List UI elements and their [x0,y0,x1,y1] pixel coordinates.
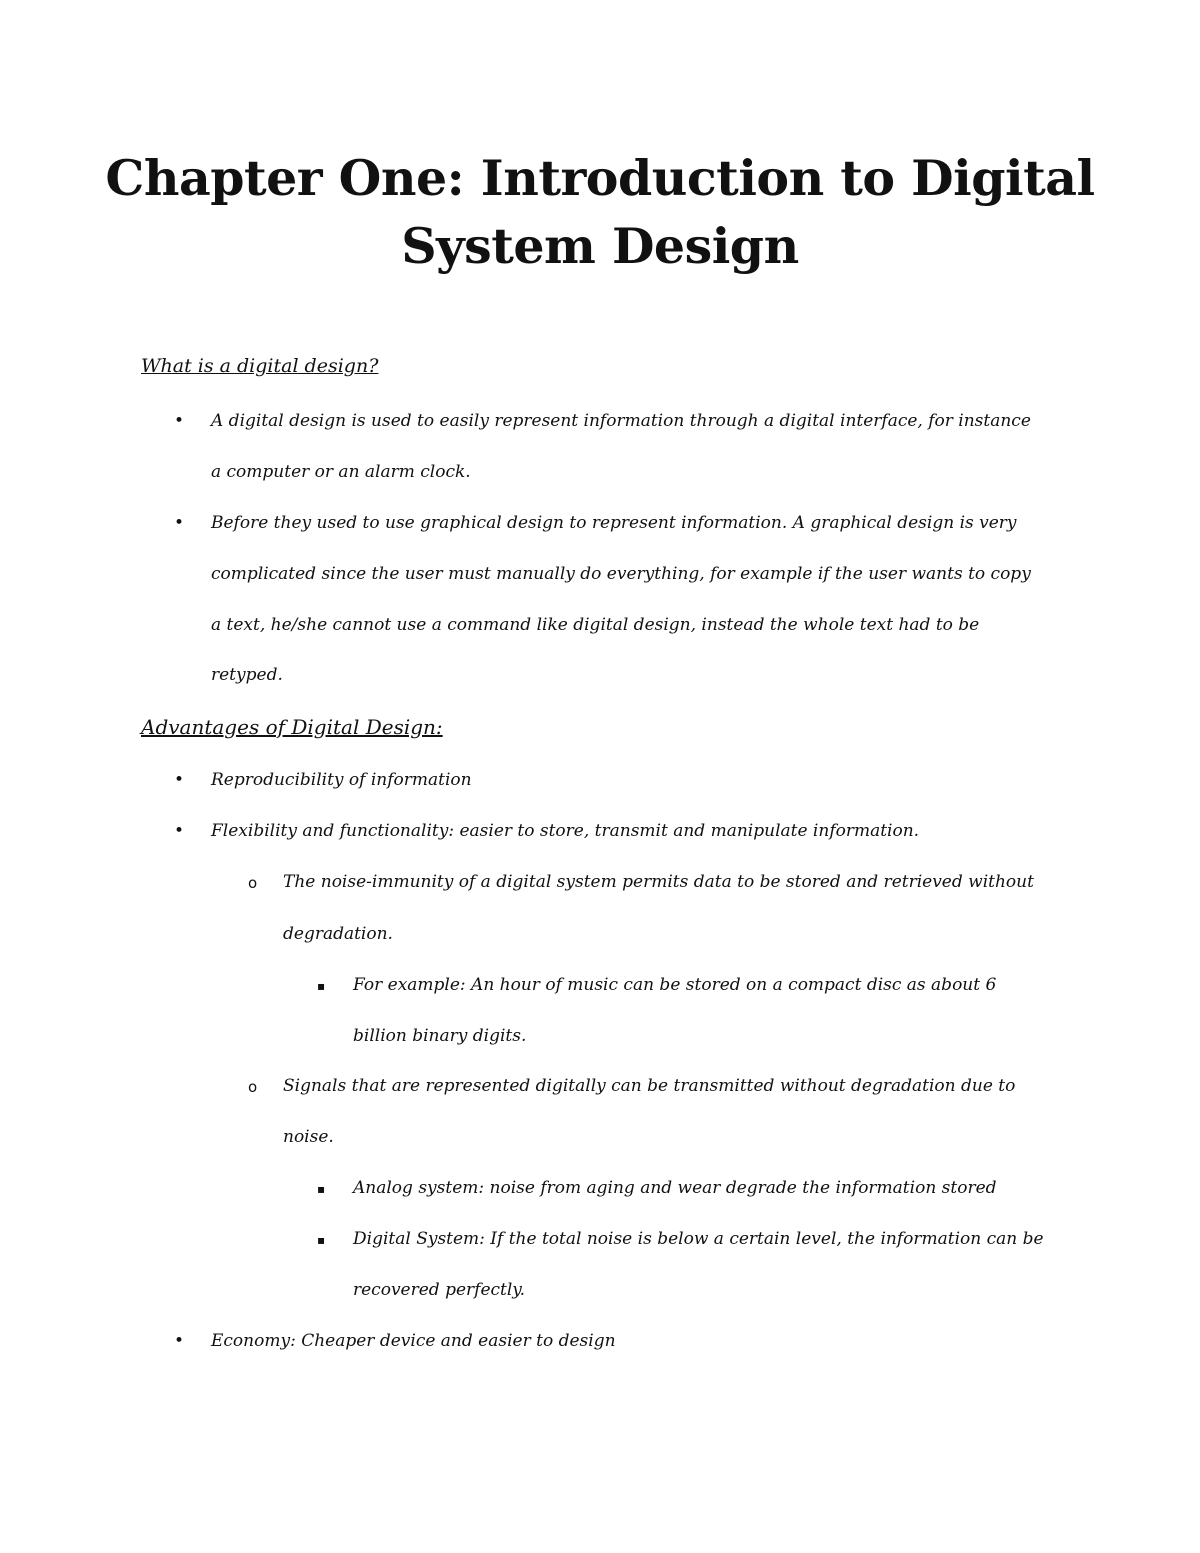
sub-sub-bullet-glyph: ▪ [317,979,326,993]
bullet-glyph: • [174,821,185,841]
sub-bullet-glyph: o [248,874,258,892]
list-item-line: a text, he/she cannot use a command like digital design, instead the whole text had to be [211,615,980,635]
list-item-line: retyped. [211,665,283,685]
chapter-title-line-1: Chapter One: Introduction to Digital [105,149,1095,207]
chapter-title-line-2: System Design [401,217,799,275]
list-item-economy: Economy: Cheaper device and easier to design [211,1331,616,1351]
sub-sub-list-item-line: billion binary digits. [353,1026,527,1046]
list-item-line: Before they used to use graphical design to represent information. A graphical design is very [211,513,1017,533]
bullet-glyph: • [174,770,185,790]
list-item-flexibility: Flexibility and functionality: easier to store, transmit and manipulate information. [211,821,920,841]
sub-bullet-glyph: o [248,1078,258,1096]
sub-sub-list-item-line: Digital System: If the total noise is below a certain level, the information can be [353,1229,1044,1249]
sub-list-item-line: The noise-immunity of a digital system permits data to be stored and retrieved without [283,872,1034,892]
section-heading-what-is-digital-design: What is a digital design? [141,355,379,377]
sub-sub-bullet-glyph: ▪ [317,1233,326,1247]
sub-sub-list-item-line: recovered perfectly. [353,1280,526,1300]
sub-sub-bullet-glyph: ▪ [317,1182,326,1196]
sub-list-item-line: noise. [283,1127,334,1147]
list-item-line: complicated since the user must manually do everything, for example if the user wants to copy [211,564,1031,584]
chapter-title [100,144,1100,280]
bullet-glyph: • [174,513,185,533]
bullet-glyph: • [174,1331,185,1351]
sub-sub-list-item-line: For example: An hour of music can be stored on a compact disc as about 6 [353,975,997,995]
sub-list-item-line: degradation. [283,924,393,944]
list-item-reproducibility: Reproducibility of information [211,770,472,790]
bullet-glyph: • [174,411,185,431]
sub-list-item-line: Signals that are represented digitally can be transmitted without degradation due to [283,1076,1016,1096]
sub-sub-list-item-analog: Analog system: noise from aging and wear degrade the information stored [353,1178,997,1198]
list-item-line: A digital design is used to easily represent information through a digital interface, for instance [211,411,1031,431]
list-item-line: a computer or an alarm clock. [211,462,471,482]
section-heading-advantages: Advantages of Digital Design: [141,715,443,739]
